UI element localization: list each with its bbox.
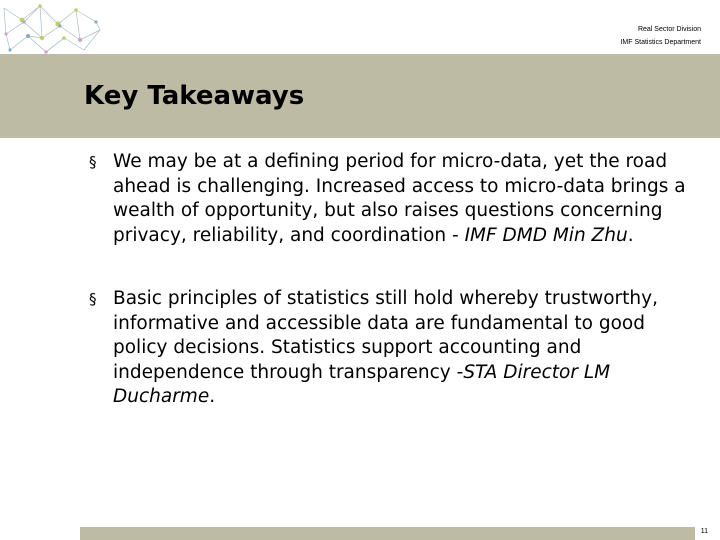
page-number: 11 — [700, 528, 708, 535]
slide-title: Key Takeaways — [84, 81, 305, 111]
footer-bar — [80, 527, 695, 540]
network-logo-graphic — [0, 0, 110, 58]
bullet-attribution: IMF DMD Min Zhu — [464, 224, 628, 246]
bullet-text: Basic principles of statistics still hold whereby trustworthy, informative and accessible data are fundamental to good policy decisions. Statistics support accounting and independence through transparency - — [113, 288, 658, 383]
bullet-marker-icon: § — [89, 153, 97, 171]
bullet-end: . — [209, 386, 216, 407]
bullet-attribution: STA Director LM Ducharme — [113, 361, 611, 407]
division-name: Real Sector Division — [637, 26, 701, 33]
bullet-marker-icon: § — [89, 290, 97, 308]
bullet-text: We may be at a defining period for micro-data, yet the road ahead is challenging. Increased access to micro-data brings a wealth of opportunity, but also raises questions concerning privacy, reliability, and coordination - — [113, 151, 686, 246]
department-header — [620, 23, 701, 49]
bullet-item — [84, 287, 704, 410]
department-name: IMF Statistics Department — [620, 39, 701, 46]
bullet-list — [84, 150, 704, 410]
bullet-end: . — [627, 224, 634, 246]
bullet-item — [84, 150, 704, 248]
